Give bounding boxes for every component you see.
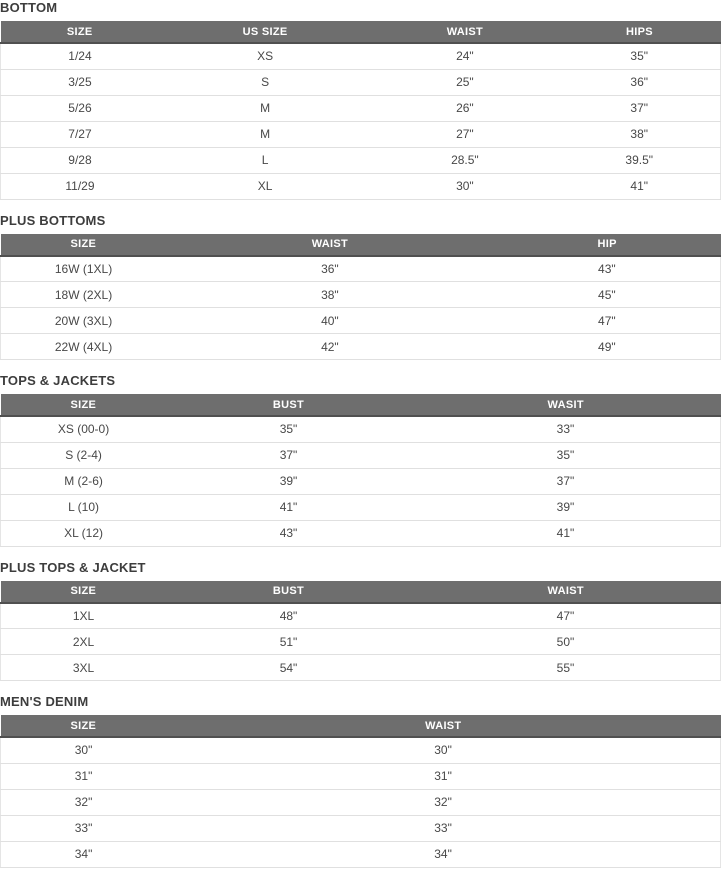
table-cell: 38" [558,121,720,147]
table-cell: 28.5" [371,147,558,173]
table-header-cell: HIP [494,234,721,256]
table-cell: 41" [166,494,411,520]
table-cell: L [159,147,371,173]
table-cell: 39" [411,494,721,520]
table-cell: 22W (4XL) [1,334,167,360]
section-title: BOTTOM [0,0,58,15]
table-cell: 3/25 [1,69,159,95]
table-cell: XS [159,43,371,69]
table-cell: 40" [166,308,494,334]
table-row [1,334,721,360]
table-header-row [1,394,721,416]
table-row [1,603,721,629]
table-header-row [1,234,721,256]
table-cell: 41" [411,520,721,546]
table-row [1,815,721,841]
table-cell: 43" [166,520,411,546]
table-row [1,308,721,334]
size-table [0,21,721,200]
table-cell: XS (00-0) [1,416,167,442]
size-chart-section [0,214,721,361]
table-cell: 47" [411,603,721,629]
table-cell: 50" [411,629,721,655]
table-cell: 42" [166,334,494,360]
table-row [1,256,721,282]
section-title: PLUS BOTTOMS [0,212,106,228]
table-cell: 32" [1,789,167,815]
table-cell: 20W (3XL) [1,308,167,334]
table-cell: 18W (2XL) [1,282,167,308]
table-row [1,43,721,69]
table-cell: 37" [558,95,720,121]
table-cell: 16W (1XL) [1,256,167,282]
table-header-cell: SIZE [1,715,167,737]
table-cell: 39" [166,468,411,494]
table-row [1,841,721,867]
size-chart-section [0,1,721,200]
table-cell: 30" [166,737,720,763]
table-cell: 25" [371,69,558,95]
table-cell: 36" [166,256,494,282]
table-header-row [1,21,721,43]
table-cell: 32" [166,789,720,815]
table-row [1,282,721,308]
table-row [1,121,721,147]
table-row [1,95,721,121]
table-cell: 35" [411,442,721,468]
table-cell: M (2-6) [1,468,167,494]
table-row [1,737,721,763]
section-title: PLUS TOPS & JACKET [0,559,146,575]
table-cell: XL (12) [1,520,167,546]
table-header-cell: BUST [166,394,411,416]
size-table [0,715,721,868]
table-row [1,173,721,199]
table-cell: 38" [166,282,494,308]
size-table [0,581,721,682]
table-row [1,442,721,468]
table-cell: 51" [166,629,411,655]
table-row [1,629,721,655]
size-chart-section [0,561,721,682]
table-header-cell: SIZE [1,581,167,603]
table-cell: 35" [166,416,411,442]
table-row [1,69,721,95]
table-cell: 31" [166,763,720,789]
section-title: TOPS & JACKETS [0,373,116,388]
table-cell: 7/27 [1,121,159,147]
table-cell: 37" [166,442,411,468]
table-row [1,494,721,520]
table-header-row [1,715,721,737]
table-header-cell: SIZE [1,234,167,256]
table-cell: 36" [558,69,720,95]
table-cell: 26" [371,95,558,121]
table-header-cell: WASIT [411,394,721,416]
table-cell: 1/24 [1,43,159,69]
table-cell: 27" [371,121,558,147]
table-cell: 9/28 [1,147,159,173]
table-cell: 33" [166,815,720,841]
size-table [0,394,721,547]
size-chart-section [0,695,721,868]
table-cell: M [159,95,371,121]
size-chart-section [0,374,721,547]
table-header-cell: WAIST [166,234,494,256]
table-cell: M [159,121,371,147]
table-row [1,763,721,789]
table-cell: 37" [411,468,721,494]
table-cell: 33" [1,815,167,841]
table-cell: 24" [371,43,558,69]
table-header-cell: US SIZE [159,21,371,43]
table-cell: 34" [1,841,167,867]
table-header-row [1,581,721,603]
table-cell: 41" [558,173,720,199]
table-header-cell: BUST [166,581,411,603]
table-cell: 34" [166,841,720,867]
table-cell: 2XL [1,629,167,655]
table-cell: 55" [411,655,721,681]
section-title: MEN'S DENIM [0,694,89,709]
table-cell: S (2-4) [1,442,167,468]
table-cell: 48" [166,603,411,629]
table-cell: 54" [166,655,411,681]
table-cell: 43" [494,256,721,282]
table-cell: XL [159,173,371,199]
table-cell: 5/26 [1,95,159,121]
table-header-cell: WAIST [166,715,720,737]
table-cell: 30" [1,737,167,763]
table-cell: 30" [371,173,558,199]
table-row [1,655,721,681]
table-header-cell: SIZE [1,21,159,43]
table-cell: 49" [494,334,721,360]
table-cell: L (10) [1,494,167,520]
table-cell: 39.5" [558,147,720,173]
table-header-cell: WAIST [411,581,721,603]
table-cell: 11/29 [1,173,159,199]
table-cell: 3XL [1,655,167,681]
table-header-cell: WAIST [371,21,558,43]
table-cell: 1XL [1,603,167,629]
table-header-cell: SIZE [1,394,167,416]
table-cell: 47" [494,308,721,334]
table-cell: 35" [558,43,720,69]
table-cell: 33" [411,416,721,442]
table-cell: 31" [1,763,167,789]
table-row [1,416,721,442]
table-row [1,147,721,173]
table-row [1,789,721,815]
table-cell: 45" [494,282,721,308]
table-row [1,468,721,494]
table-row [1,520,721,546]
table-header-cell: HIPS [558,21,720,43]
table-cell: S [159,69,371,95]
size-table [0,234,721,361]
